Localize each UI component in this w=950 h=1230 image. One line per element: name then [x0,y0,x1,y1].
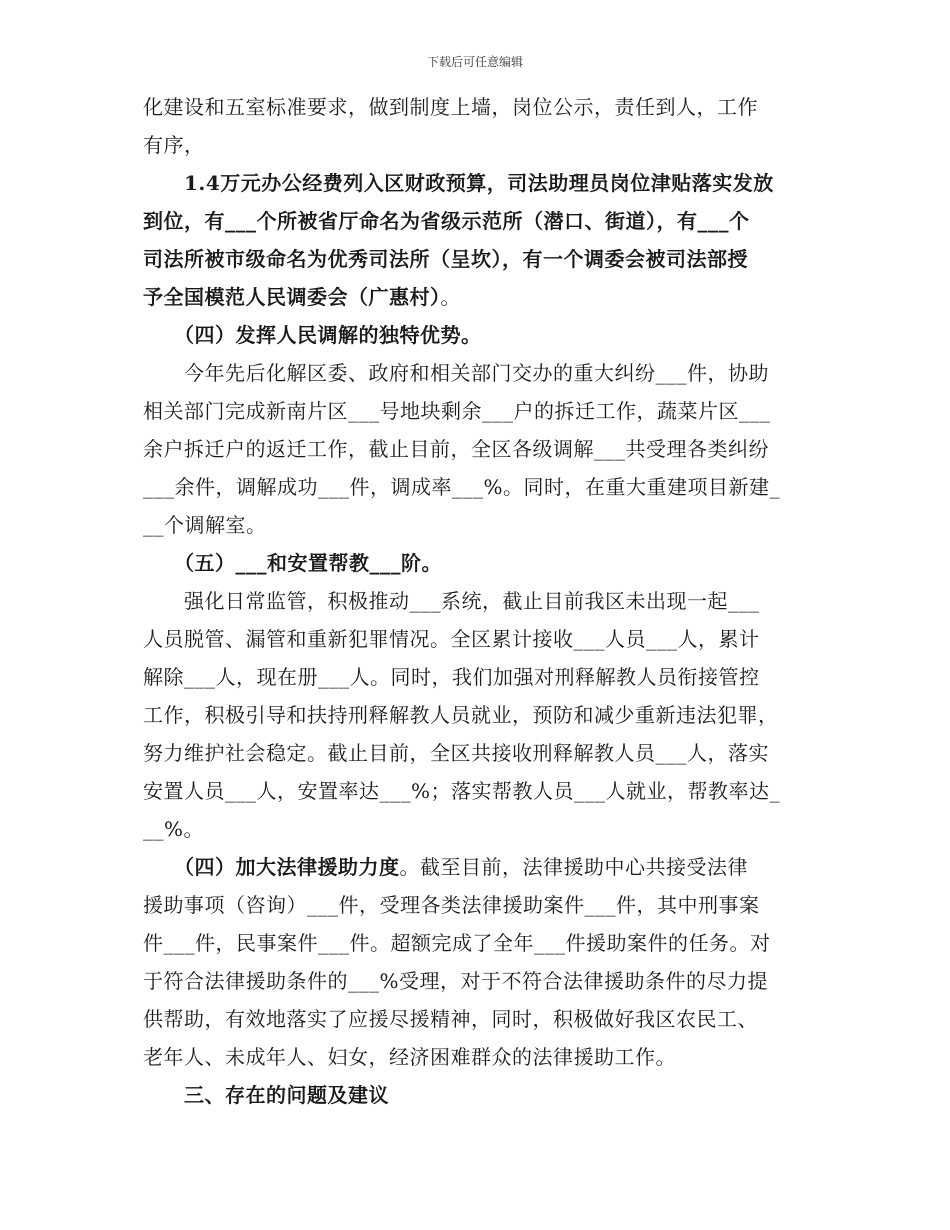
text-line [143,506,267,544]
text-line [143,202,750,240]
text-line-content: （四）发挥人民调解的独特优势。 [143,323,482,347]
text-line [143,430,769,468]
text-line-content: 有序， [143,133,205,157]
text-line-content: 解除___人，现在册___人。同时，我们加强对刑释解教人员衔接管控 [143,665,760,689]
text-line-suffix: 。截至目前，法律援助中心共接受法律 [399,855,748,879]
text-line [143,164,774,202]
text-line-content: __个调解室。 [143,513,267,537]
text-line-suffix: 。 [440,285,461,309]
text-line [143,544,442,582]
text-line-content: 1.4万元办公经费列入区财政预算，司法助理员岗位津贴落实发放 [143,171,774,195]
text-line-content: 三、存在的问题及建议 [143,1083,389,1107]
text-line-content: 援助事项（咨询）___件，受理各类法律援助案件___件，其中刑事案 [143,893,760,917]
text-line-content: __%。 [143,817,205,841]
text-line [143,240,748,278]
text-line [143,924,771,962]
text-line [143,1000,758,1038]
text-line-content: 老年人、未成年人、妇女，经济困难群众的法律援助工作。 [143,1045,676,1069]
text-line [143,278,461,316]
text-line [143,848,748,886]
text-line-content: 化建设和五室标准要求，做到制度上墙，岗位公示，责任到人，工作 [143,95,758,119]
text-line [143,696,779,734]
text-line-content: 件___件，民事案件___件。超额完成了全年___件援助案件的任务。对 [143,931,771,955]
text-line [143,658,760,696]
text-line-content: （四）加大法律援助力度 [143,855,400,879]
text-line-content: 人员脱管、漏管和重新犯罪情况。全区累计接收___人员___人，累计 [143,627,760,651]
text-line-content: ___余件，调解成功___件，调成率___%。同时，在重大重建项目新建_ [143,475,781,499]
text-line-content: 今年先后化解区委、政府和相关部门交办的重大纠纷___件，协助 [143,361,769,385]
text-line [143,886,760,924]
text-line [143,582,760,620]
text-line-content: 余户拆迁户的返迁工作，截止目前，全区各级调解___共受理各类纠纷 [143,437,769,461]
text-line [143,962,768,1000]
text-line [143,392,771,430]
text-line-content: 相关部门完成新南片区___号地块剩余___户的拆迁工作，蔬菜片区___ [143,399,771,423]
text-line [143,316,482,354]
text-line-content: 安置人员___人，安置率达___%；落实帮教人员___人就业，帮教率达_ [143,779,781,803]
page-header-note: 下载后可任意编辑 [426,55,523,69]
text-line [143,354,769,392]
text-line-content: 于符合法律援助条件的___%受理，对于不符合法律援助条件的尽力提 [143,969,769,993]
text-line [143,1038,676,1076]
text-line [143,468,780,506]
text-line [143,1076,389,1114]
text-line-content: 司法所被市级命名为优秀司法所（呈坎），有一个调委会被司法部授 [143,247,748,271]
text-line-content: 工作，积极引导和扶持刑释解教人员就业，预防和减少重新违法犯罪， [143,703,779,727]
text-line-content: 供帮助，有效地落实了应援尽援精神，同时，积极做好我区农民工、 [143,1007,758,1031]
text-line [143,772,780,810]
text-line-content: （五）___和安置帮教___阶。 [143,551,442,575]
text-line-content: 强化日常监管，积极推动___系统，截止目前我区未出现一起___ [143,589,760,613]
text-line-content: 努力维护社会稳定。截止目前，全区共接收刑释解教人员___人，落实 [143,741,769,765]
text-line [143,88,758,126]
text-line [143,126,205,164]
text-line [143,734,769,772]
text-line [143,620,760,658]
text-line-content: 到位，有___个所被省厅命名为省级示范所（潜口、街道），有___个 [143,209,750,233]
text-line-content: 予全国模范人民调委会（广惠村） [143,285,441,309]
text-line [143,810,204,848]
